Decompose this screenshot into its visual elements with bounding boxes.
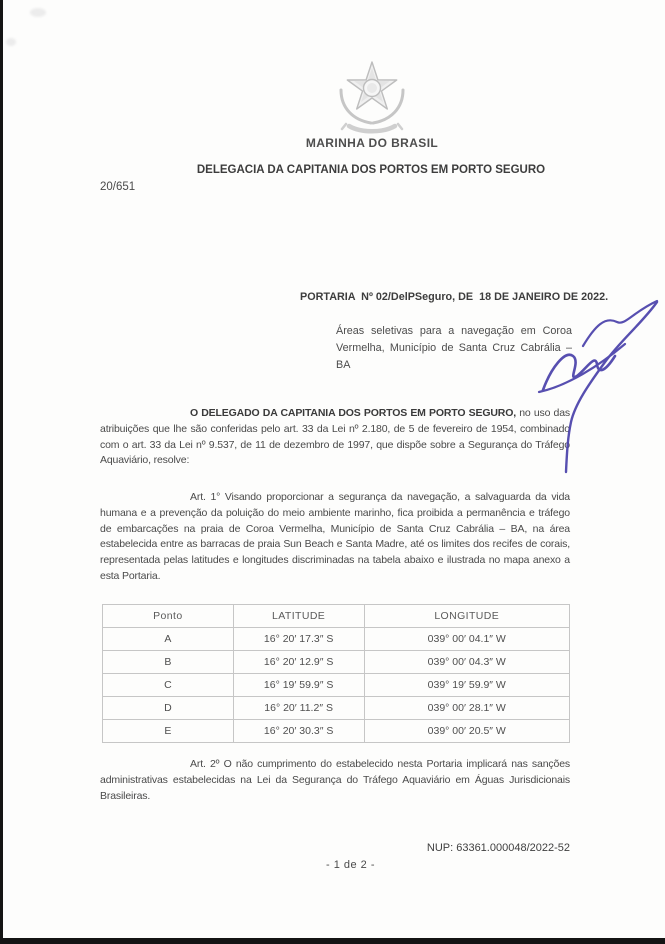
cell-latitude: 16° 20′ 11.2″ S <box>233 697 364 720</box>
preamble-paragraph <box>100 406 570 469</box>
preamble-body: no uso das atribuições que lhe são conferidas pelo art. 33 da Lei nº 2.180, de 5 de fevereiro de 1954, combinado com o art. 33 da Lei nº 9.537, de 11 de dezembro de 1997, que dispõe sobre a Segurança do Tráfego Aquaviário, resolve: <box>100 407 571 467</box>
preamble-lead: O DELEGADO DA CAPITANIA DOS PORTOS EM PORTO SEGURO, <box>190 407 516 419</box>
column-header-ponto: Ponto <box>103 605 234 628</box>
signature-stroke <box>566 302 657 472</box>
brazil-coat-of-arms-icon <box>329 54 415 138</box>
portaria-title: PORTARIA Nº 02/DelPSeguro, DE 18 DE JANEIRO DE 2022. <box>300 291 609 303</box>
cell-longitude: 039° 19′ 59.9″ W <box>364 674 570 697</box>
column-header-latitude: LATITUDE <box>233 605 364 628</box>
table-row <box>103 720 570 743</box>
scan-smudge <box>6 38 16 46</box>
scan-edge-left <box>0 0 3 944</box>
cell-ponto: B <box>103 651 234 674</box>
cell-ponto: D <box>103 697 234 720</box>
nup-number: NUP: 63361.000048/2022-52 <box>426 842 570 854</box>
scan-edge-bottom <box>0 938 665 944</box>
coordinates-table <box>102 604 570 743</box>
cell-ponto: E <box>103 720 234 743</box>
table-row <box>103 697 570 720</box>
portaria-summary: Áreas seletivas para a navegação em Coroa Vermelha, Município de Santa Cruz Cabrália – BA <box>336 325 572 371</box>
article-1-paragraph: Art. 1° Visando proporcionar a segurança da navegação, a salvaguarda da vida humana e a prevenção da poluição do meio ambiente marinho, fica proibida a permanência e tráfego de embarcações na praia de Coroa Vermelha, Município de Santa Cruz Cabrália – BA, na área estabelecida entre as barracas de praia Sun Beach e Santa Madre, até os limites dos recifes de corais, representada pelas latitudes e longitudes discriminadas na tabela abaixo e ilustrada no mapa anexo a esta Portaria. <box>100 491 570 582</box>
table-header-row <box>103 605 570 628</box>
institution-name: MARINHA DO BRASIL <box>305 136 439 150</box>
department-name: DELEGACIA DA CAPITANIA DOS PORTOS EM PORTO SEGURO <box>196 164 546 176</box>
column-header-longitude: LONGITUDE <box>364 605 570 628</box>
scan-smudge <box>30 8 46 17</box>
cell-longitude: 039° 00′ 20.5″ W <box>364 720 570 743</box>
cell-ponto: C <box>103 674 234 697</box>
cell-longitude: 039° 00′ 04.1″ W <box>364 628 570 651</box>
cell-longitude: 039° 00′ 04.3″ W <box>364 651 570 674</box>
signature-ink <box>525 288 665 488</box>
cell-ponto: A <box>103 628 234 651</box>
cell-longitude: 039° 00′ 28.1″ W <box>364 697 570 720</box>
table-row <box>103 628 570 651</box>
table-row <box>103 651 570 674</box>
cell-latitude: 16° 20′ 30.3″ S <box>233 720 364 743</box>
document-number: 20/651 <box>100 181 136 193</box>
article-2-paragraph: Art. 2º O não cumprimento do estabelecido nesta Portaria implicará nas sanções administrativas estabelecidas na Lei da Segurança do Tráfego Aquaviário em Águas Jurisdicionais Brasileiras. <box>100 758 570 802</box>
cell-latitude: 16° 20′ 12.9″ S <box>233 651 364 674</box>
cell-latitude: 16° 20′ 17.3″ S <box>233 628 364 651</box>
signature-stroke <box>583 301 657 346</box>
cell-latitude: 16° 19′ 59.9″ S <box>233 674 364 697</box>
table-row <box>103 674 570 697</box>
page-indicator: - 1 de 2 - <box>326 859 376 871</box>
